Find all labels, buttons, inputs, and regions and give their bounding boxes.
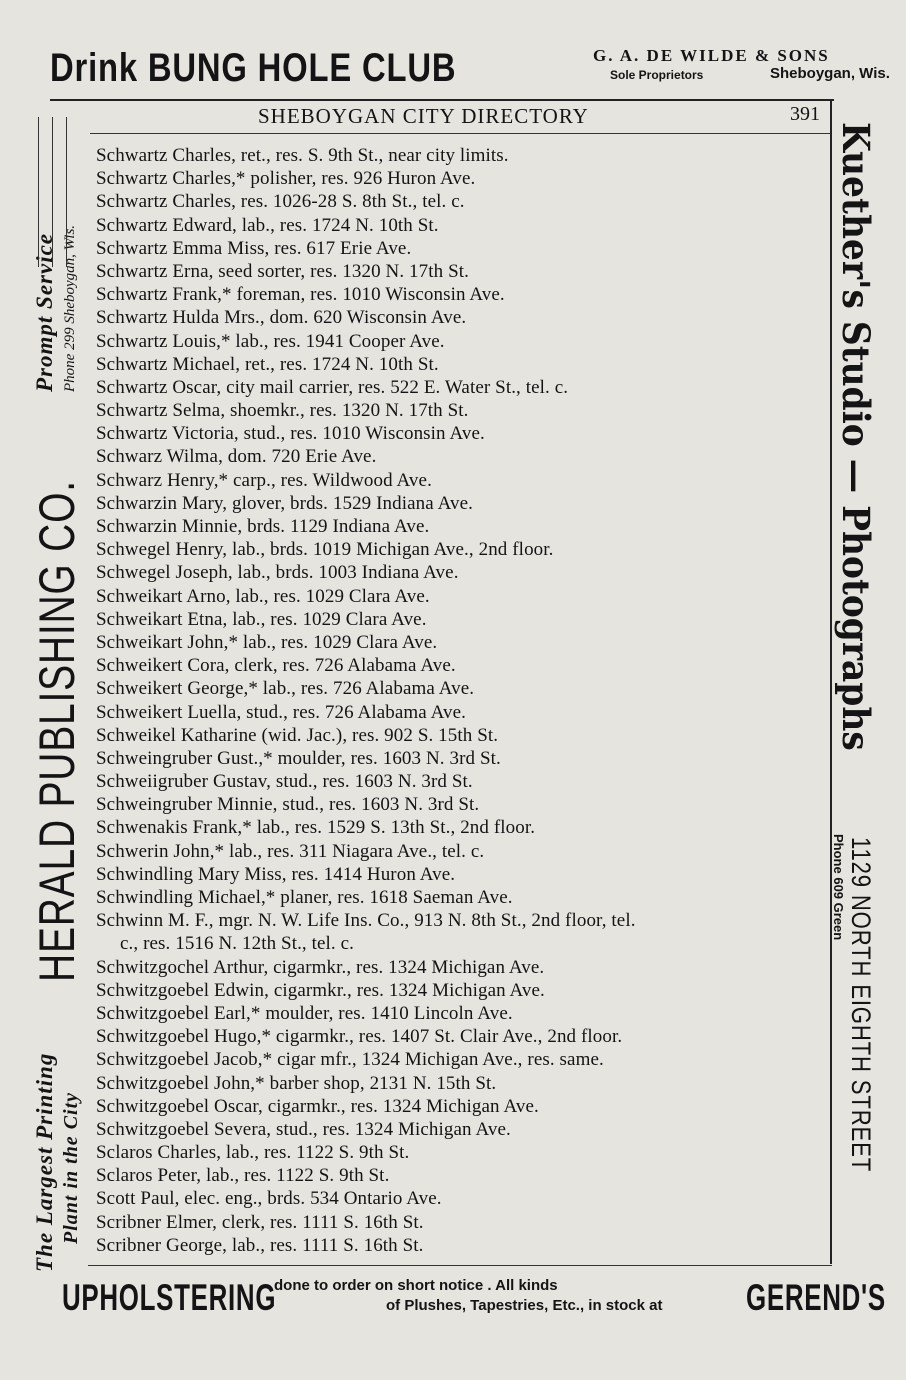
decorative-rule	[38, 117, 39, 267]
top-rule	[50, 99, 834, 101]
left-ad-phone: Phone 299 Sheboygan, Wis.	[62, 224, 78, 392]
directory-entry: Schwerin John,* lab., res. 311 Niagara Ave., tel. c.	[96, 840, 485, 862]
top-ad-location: Sheboygan, Wis.	[770, 65, 890, 82]
directory-entry: Sclaros Peter, lab., res. 1122 S. 9th St.	[96, 1165, 390, 1187]
directory-entry: Schwindling Mary Miss, res. 1414 Huron Ave.	[96, 863, 456, 885]
directory-entry: Schwartz Oscar, city mail carrier, res. 522 E. Water St., tel. c.	[96, 376, 569, 398]
bottom-ad-line1: done to order on short notice . All kinds	[274, 1277, 558, 1294]
directory-entry: Schwitzgoebel Severa, stud., res. 1324 Michigan Ave.	[96, 1118, 511, 1140]
directory-entry: Schweikel Katharine (wid. Jac.), res. 902 S. 15th St.	[96, 724, 499, 746]
directory-entry: Schweingruber Gust.,* moulder, res. 1603 N. 3rd St.	[96, 747, 501, 769]
header-rule	[90, 133, 830, 134]
directory-entry: Schwarzin Mary, glover, brds. 1529 Indiana Ave.	[96, 492, 473, 514]
directory-entry: Schweingruber Minnie, stud., res. 1603 N. 3rd St.	[96, 794, 480, 816]
directory-entry: Schwitzgoebel Earl,* moulder, res. 1410 Lincoln Ave.	[96, 1002, 513, 1024]
directory-entry: Scribner George, lab., res. 1111 S. 16th St.	[96, 1234, 424, 1256]
left-ad-decorative-rules	[30, 117, 84, 267]
directory-entry: Schwartz Selma, shoemkr., res. 1320 N. 17th St.	[96, 400, 469, 422]
directory-entry: Schweikert Cora, clerk, res. 726 Alabama Ave.	[96, 655, 456, 677]
left-ad-slogan-line1: The Largest Printing	[32, 1052, 57, 1272]
directory-entry: Schwarz Henry,* carp., res. Wildwood Ave.	[96, 469, 432, 491]
bottom-advertisement	[62, 1277, 886, 1327]
decorative-rule	[52, 117, 53, 267]
right-ad-address: 1129 NORTH EIGHTH STREET	[846, 837, 876, 1173]
directory-entry: Schwitzgoebel Jacob,* cigar mfr., 1324 Michigan Ave., res. same.	[96, 1049, 604, 1071]
directory-entry: Schweikart John,* lab., res. 1029 Clara Ave.	[96, 631, 438, 653]
directory-entry: Scott Paul, elec. eng., brds. 534 Ontario Ave.	[96, 1188, 442, 1210]
decorative-rule	[66, 117, 67, 267]
directory-entry: Schwartz Charles, ret., res. S. 9th St., near city limits.	[96, 145, 509, 166]
directory-entries	[96, 144, 834, 1257]
right-margin-advertisement	[828, 122, 878, 1262]
directory-entry: Schwarz Wilma, dom. 720 Erie Ave.	[96, 446, 377, 468]
directory-entry: Schweikert George,* lab., res. 726 Alabama Ave.	[96, 678, 475, 700]
left-ad-service: Prompt Service	[32, 233, 57, 392]
directory-entry: Schwenakis Frank,* lab., res. 1529 S. 13th St., 2nd floor.	[96, 817, 536, 839]
directory-entry: Schwartz Louis,* lab., res. 1941 Cooper Ave.	[96, 330, 445, 352]
directory-entry: Schwitzgoebel Oscar, cigarmkr., res. 1324 Michigan Ave.	[96, 1095, 539, 1117]
directory-entry: Schwitzgoebel John,* barber shop, 2131 N. 15th St.	[96, 1072, 497, 1094]
bottom-ad-upholstering: UPHOLSTERING	[62, 1277, 277, 1318]
top-ad-company: G. A. DE WILDE & SONS	[593, 46, 830, 65]
page-number: 391	[790, 103, 820, 125]
top-advertisement	[50, 44, 890, 94]
directory-entry: Schwartz Frank,* foreman, res. 1010 Wisconsin Ave.	[96, 284, 505, 306]
directory-entry: Schwartz Charles,* polisher, res. 926 Huron Ave.	[96, 168, 476, 190]
page-title: SHEBOYGAN CITY DIRECTORY	[258, 104, 589, 128]
directory-entry: Schwartz Erna, seed sorter, res. 1320 N. 17th St.	[96, 260, 469, 282]
directory-entry: Schwartz Victoria, stud., res. 1010 Wisconsin Ave.	[96, 423, 485, 445]
directory-entry: Schweikart Etna, lab., res. 1029 Clara Ave.	[96, 608, 427, 630]
directory-entry: Schwitzgoebel Edwin, cigarmkr., res. 1324 Michigan Ave.	[96, 979, 545, 1001]
directory-entry: Schwartz Michael, ret., res. 1724 N. 10th St.	[96, 353, 439, 375]
bottom-ad-gerends: GEREND'S	[746, 1277, 886, 1318]
directory-entry: Scribner Elmer, clerk, res. 1111 S. 16th St.	[96, 1211, 424, 1233]
directory-entry: Schwegel Joseph, lab., brds. 1003 Indiana Ave.	[96, 562, 459, 584]
bottom-ad-line2: of Plushes, Tapestries, Etc., in stock at	[386, 1297, 663, 1314]
directory-entry: Schwartz Edward, lab., res. 1724 N. 10th St.	[96, 214, 439, 236]
directory-entry: Schwinn M. F., mgr. N. W. Life Ins. Co., 913 N. 8th St., 2nd floor, tel.	[96, 910, 636, 932]
right-ad-phone: Phone 609 Green	[831, 834, 846, 941]
left-ad-company: HERALD PUBLISHING CO.	[29, 480, 85, 982]
left-ad-slogan-line2: Plant in the City	[60, 1091, 82, 1244]
top-ad-proprietors: Sole Proprietors	[610, 68, 704, 82]
directory-entry: Sclaros Charles, lab., res. 1122 S. 9th St.	[96, 1142, 410, 1164]
top-ad-slogan: Drink BUNG HOLE CLUB	[50, 46, 457, 90]
directory-entry: Schwegel Henry, lab., brds. 1019 Michigan Ave., 2nd floor.	[96, 539, 554, 561]
directory-entry: Schweikart Arno, lab., res. 1029 Clara Ave.	[96, 585, 430, 607]
directory-entry: Schwartz Hulda Mrs., dom. 620 Wisconsin Ave.	[96, 307, 467, 329]
directory-entry-continuation: c., res. 1516 N. 12th St., tel. c.	[120, 933, 355, 955]
directory-entry: Schwitzgoebel Hugo,* cigarmkr., res. 1407 St. Clair Ave., 2nd floor.	[96, 1026, 623, 1048]
left-margin-advertisement	[30, 122, 84, 1272]
directory-entry: Schwindling Michael,* planer, res. 1618 Saeman Ave.	[96, 887, 513, 908]
directory-entry: Schwartz Emma Miss, res. 617 Erie Ave.	[96, 237, 412, 259]
directory-entry: Schweiigruber Gustav, stud., res. 1603 N. 3rd St.	[96, 771, 473, 793]
directory-entry: Schwitzgochel Arthur, cigarmkr., res. 1324 Michigan Ave.	[96, 956, 545, 978]
directory-entry: Schweikert Luella, stud., res. 726 Alabama Ave.	[96, 701, 467, 723]
bottom-rule	[88, 1265, 832, 1266]
directory-entry: Schwartz Charles, res. 1026-28 S. 8th St., tel. c.	[96, 191, 465, 213]
directory-entry: Schwarzin Minnie, brds. 1129 Indiana Ave.	[96, 516, 430, 537]
right-ad-studio: Kuether's Studio — Photographs	[834, 122, 878, 751]
